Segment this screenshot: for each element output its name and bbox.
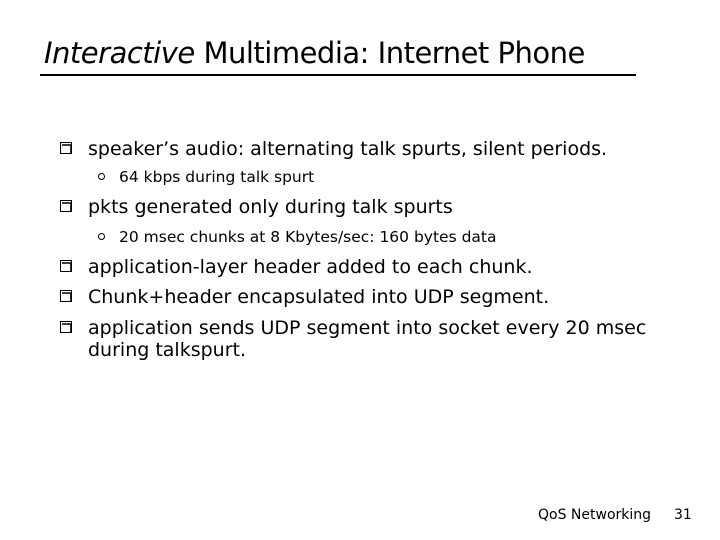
bullet-text-5: application sends UDP segment into socket every 20 msec during talkspurt. bbox=[88, 317, 647, 361]
bullet-text-3: application-layer header added to each chunk. bbox=[88, 256, 533, 278]
checkbox-bullet-icon bbox=[60, 200, 72, 212]
checkbox-bullet-icon bbox=[60, 260, 72, 272]
page-title bbox=[44, 36, 585, 70]
title-underline bbox=[40, 74, 636, 76]
checkbox-bullet-icon bbox=[60, 290, 72, 302]
title-italic-part: Interactive bbox=[44, 36, 195, 70]
checkbox-bullet-icon bbox=[60, 142, 72, 154]
page-number: 31 bbox=[674, 507, 692, 523]
bullet-text-1: speaker’s audio: alternating talk spurts, silent periods. bbox=[88, 138, 608, 160]
title-regular-part: Multimedia: Internet Phone bbox=[203, 36, 585, 70]
sub-bullet-text-1: 64 kbps during talk spurt bbox=[119, 168, 315, 186]
bullet-text-2: pkts generated only during talk spurts bbox=[88, 196, 453, 218]
ring-bullet-icon bbox=[98, 173, 105, 180]
bullet-text-4: Chunk+header encapsulated into UDP segment. bbox=[88, 286, 550, 308]
footer-label: QoS Networking bbox=[538, 507, 652, 523]
ring-bullet-icon bbox=[98, 233, 105, 240]
checkbox-bullet-icon bbox=[60, 321, 72, 333]
sub-bullet-text-2: 20 msec chunks at 8 Kbytes/sec: 160 bytes data bbox=[119, 228, 497, 246]
